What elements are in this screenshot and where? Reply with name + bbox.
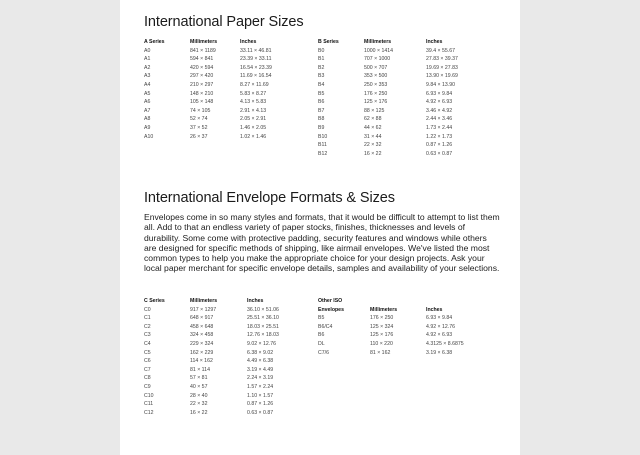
inches-cell: 0.63 × 0.87 <box>426 150 453 157</box>
size-name-cell: C6 <box>144 358 151 365</box>
size-name-cell: B0 <box>318 47 325 54</box>
millimeters-cell: 22 × 32 <box>190 401 208 408</box>
inches-cell: 11.69 × 16.54 <box>240 73 272 80</box>
table-row <box>144 400 307 409</box>
millimeters-cell: 324 × 458 <box>190 332 214 339</box>
table-header-line1 <box>318 297 486 306</box>
inches-cell: 19.69 × 27.83 <box>426 64 458 71</box>
inches-cell: 6.38 × 9.02 <box>247 349 274 356</box>
size-name-cell: DL <box>318 340 325 347</box>
millimeters-cell: 1000 × 1414 <box>364 47 393 54</box>
millimeters-cell: 40 × 57 <box>190 383 208 390</box>
table-row <box>144 409 307 418</box>
inches-cell: 1.73 × 2.44 <box>426 124 453 131</box>
size-name-cell: A9 <box>144 124 151 131</box>
col-header: Millimeters <box>190 39 218 45</box>
col-header: Inches <box>240 39 257 45</box>
millimeters-cell: 420 × 594 <box>190 64 214 71</box>
other-iso-table <box>318 297 486 357</box>
table-row <box>144 107 300 116</box>
millimeters-cell: 74 × 105 <box>190 107 211 114</box>
table-row <box>318 314 486 323</box>
size-name-cell: A6 <box>144 99 151 106</box>
size-name-cell: B12 <box>318 150 328 157</box>
table-row <box>318 115 486 124</box>
inches-cell: 1.57 × 2.24 <box>247 383 274 390</box>
inches-cell: 1.02 × 1.46 <box>240 133 267 140</box>
millimeters-cell: 52 × 74 <box>190 116 208 123</box>
millimeters-cell: 176 × 250 <box>364 90 388 97</box>
millimeters-cell: 176 × 250 <box>370 315 394 322</box>
inches-cell: 16.54 × 23.39 <box>240 64 272 71</box>
size-name-cell: B4 <box>318 81 325 88</box>
millimeters-cell: 105 × 148 <box>190 99 214 106</box>
inches-cell: 18.03 × 25.51 <box>247 323 279 330</box>
inches-cell: 4.92 × 12.76 <box>426 323 455 330</box>
size-name-cell: C12 <box>144 409 154 416</box>
inches-cell: 9.84 × 13.90 <box>426 81 455 88</box>
millimeters-cell: 210 × 297 <box>190 81 214 88</box>
inches-cell: 0.87 × 1.26 <box>426 142 453 149</box>
table-row <box>318 81 486 90</box>
table-row <box>318 141 486 150</box>
table-row <box>144 81 300 90</box>
size-name-cell: C9 <box>144 383 151 390</box>
size-name-cell: A3 <box>144 73 151 80</box>
inches-cell: 3.46 × 4.92 <box>426 107 453 114</box>
inches-cell: 27.83 × 39.37 <box>426 56 458 63</box>
c-series-table <box>144 297 307 417</box>
table-row <box>318 349 486 358</box>
col-header: Inches <box>426 39 443 45</box>
inches-cell: 4.92 × 6.93 <box>426 99 453 106</box>
table-header <box>318 306 486 315</box>
table-row <box>318 107 486 116</box>
inches-cell: 0.87 × 1.26 <box>247 401 274 408</box>
table-header <box>318 38 486 47</box>
table-row <box>144 331 307 340</box>
size-name-cell: A1 <box>144 56 151 63</box>
millimeters-cell: 162 × 229 <box>190 349 214 356</box>
size-name-cell: A5 <box>144 90 151 97</box>
inches-cell: 2.05 × 2.91 <box>240 116 267 123</box>
inches-cell: 4.13 × 5.83 <box>240 99 267 106</box>
millimeters-cell: 37 × 52 <box>190 124 208 131</box>
inches-cell: 5.83 × 8.27 <box>240 90 267 97</box>
inches-cell: 1.46 × 2.05 <box>240 124 267 131</box>
size-name-cell: B1 <box>318 56 325 63</box>
col-header: Other ISO <box>318 298 343 304</box>
table-row <box>144 357 307 366</box>
inches-cell: 4.92 × 6.93 <box>426 332 453 339</box>
size-name-cell: C7 <box>144 366 151 373</box>
size-name-cell: C4 <box>144 340 151 347</box>
b-series-table <box>318 38 486 158</box>
millimeters-cell: 648 × 917 <box>190 315 214 322</box>
size-name-cell: C1 <box>144 315 151 322</box>
table-row <box>144 55 300 64</box>
envelope-description: Envelopes come in so many styles and formats, that it would be difficult to attempt to list them all. Add to that an endless variety of paper stocks, finishes, thicknesses and levels of durability. Some come with protective padding, security features and windows while others are designed for specific methods of shipping, like airmail envelopes. We've listed the most common types to help you make the appropriate choice for your design projects. Ask your local paper merchant for specific envelope details, samples and availability of your selections. <box>144 212 500 274</box>
inches-cell: 6.93 × 9.84 <box>426 315 453 322</box>
col-header: Millimeters <box>364 39 392 45</box>
col-header: Millimeters <box>370 306 398 313</box>
millimeters-cell: 81 × 162 <box>370 349 391 356</box>
millimeters-cell: 297 × 420 <box>190 73 214 80</box>
size-name-cell: A7 <box>144 107 151 114</box>
table-row <box>318 340 486 349</box>
table-row <box>144 306 307 315</box>
table-row <box>144 340 307 349</box>
table-row <box>318 331 486 340</box>
inches-cell: 6.93 × 9.84 <box>426 90 453 97</box>
size-name-cell: B10 <box>318 133 328 140</box>
inches-cell: 4.49 × 6.38 <box>247 358 274 365</box>
size-name-cell: C3 <box>144 332 151 339</box>
col-header: A Series <box>144 39 165 45</box>
inches-cell: 2.91 × 4.13 <box>240 107 267 114</box>
inches-cell: 36.10 × 51.06 <box>247 306 279 313</box>
size-name-cell: B6/C4 <box>318 323 333 330</box>
millimeters-cell: 125 × 324 <box>370 323 394 330</box>
inches-cell: 8.27 × 11.69 <box>240 81 269 88</box>
inches-cell: 12.76 × 18.03 <box>247 332 279 339</box>
millimeters-cell: 148 × 210 <box>190 90 214 97</box>
col-header: Inches <box>247 298 264 304</box>
millimeters-cell: 28 × 40 <box>190 392 208 399</box>
millimeters-cell: 62 × 88 <box>364 116 382 123</box>
size-name-cell: C0 <box>144 306 151 313</box>
table-body <box>318 314 486 357</box>
table-row <box>318 47 486 56</box>
table-row <box>318 323 486 332</box>
inches-cell: 0.63 × 0.87 <box>247 409 274 416</box>
table-body <box>144 306 307 418</box>
table-row <box>144 72 300 81</box>
col-header: Envelopes <box>318 306 344 313</box>
inches-cell: 2.24 × 3.19 <box>247 375 274 382</box>
size-name-cell: B8 <box>318 116 325 123</box>
table-row <box>144 124 300 133</box>
size-name-cell: A2 <box>144 64 151 71</box>
millimeters-cell: 16 × 22 <box>364 150 382 157</box>
table-row <box>318 64 486 73</box>
size-name-cell: C11 <box>144 401 154 408</box>
document-page <box>120 0 520 455</box>
size-name-cell: B9 <box>318 124 325 131</box>
table-row <box>144 323 307 332</box>
millimeters-cell: 22 × 32 <box>364 142 382 149</box>
millimeters-cell: 125 × 176 <box>370 332 394 339</box>
inches-cell: 1.10 × 1.57 <box>247 392 274 399</box>
inches-cell: 2.44 × 3.46 <box>426 116 453 123</box>
size-name-cell: B6 <box>318 332 325 339</box>
col-header: Millimeters <box>190 298 218 304</box>
size-name-cell: A0 <box>144 47 151 54</box>
millimeters-cell: 707 × 1000 <box>364 56 391 63</box>
table-row <box>144 133 300 142</box>
inches-cell: 1.22 × 1.73 <box>426 133 453 140</box>
inches-cell: 13.90 × 19.69 <box>426 73 458 80</box>
millimeters-cell: 353 × 500 <box>364 73 388 80</box>
millimeters-cell: 16 × 22 <box>190 409 208 416</box>
table-row <box>144 374 307 383</box>
a-series-table <box>144 38 300 141</box>
col-header: Inches <box>426 306 443 313</box>
inches-cell: 39.4 × 55.67 <box>426 47 455 54</box>
col-header: C Series <box>144 298 165 304</box>
millimeters-cell: 44 × 62 <box>364 124 382 131</box>
size-name-cell: C5 <box>144 349 151 356</box>
millimeters-cell: 458 × 648 <box>190 323 214 330</box>
table-row <box>318 124 486 133</box>
size-name-cell: A10 <box>144 133 154 140</box>
size-name-cell: B5 <box>318 90 325 97</box>
table-row <box>144 366 307 375</box>
millimeters-cell: 26 × 37 <box>190 133 208 140</box>
millimeters-cell: 229 × 324 <box>190 340 214 347</box>
size-name-cell: C2 <box>144 323 151 330</box>
millimeters-cell: 125 × 176 <box>364 99 388 106</box>
millimeters-cell: 81 × 114 <box>190 366 210 373</box>
size-name-cell: C8 <box>144 375 151 382</box>
table-body <box>318 47 486 159</box>
millimeters-cell: 841 × 1189 <box>190 47 216 54</box>
table-header <box>144 38 300 47</box>
size-name-cell: B2 <box>318 64 325 71</box>
inches-cell: 3.19 × 4.49 <box>247 366 274 373</box>
table-row <box>144 64 300 73</box>
inches-cell: 23.39 × 33.11 <box>240 56 272 63</box>
table-header <box>144 297 307 306</box>
table-body <box>144 47 300 142</box>
table-row <box>144 98 300 107</box>
table-row <box>318 90 486 99</box>
inches-cell: 4.3125 × 8.6875 <box>426 340 464 347</box>
millimeters-cell: 114 × 162 <box>190 358 213 365</box>
table-row <box>318 150 486 159</box>
inches-cell: 9.02 × 12.76 <box>247 340 276 347</box>
millimeters-cell: 594 × 841 <box>190 56 214 63</box>
inches-cell: 3.19 × 6.38 <box>426 349 453 356</box>
inches-cell: 33.11 × 46.81 <box>240 47 272 54</box>
size-name-cell: B3 <box>318 73 325 80</box>
millimeters-cell: 250 × 353 <box>364 81 388 88</box>
size-name-cell: A4 <box>144 81 151 88</box>
envelope-formats-title: International Envelope Formats & Sizes <box>144 190 395 206</box>
size-name-cell: C10 <box>144 392 154 399</box>
millimeters-cell: 57 × 81 <box>190 375 208 382</box>
size-name-cell: C7/6 <box>318 349 329 356</box>
millimeters-cell: 31 × 44 <box>364 133 382 140</box>
size-name-cell: B7 <box>318 107 325 114</box>
table-row <box>144 349 307 358</box>
table-row <box>318 72 486 81</box>
table-row <box>144 314 307 323</box>
millimeters-cell: 88 × 125 <box>364 107 385 114</box>
table-row <box>144 47 300 56</box>
paper-sizes-title: International Paper Sizes <box>144 14 304 30</box>
millimeters-cell: 110 × 220 <box>370 340 393 347</box>
table-row <box>318 55 486 64</box>
size-name-cell: B11 <box>318 142 327 149</box>
table-row <box>144 383 307 392</box>
table-row <box>144 90 300 99</box>
col-header: B Series <box>318 39 339 45</box>
table-row <box>318 98 486 107</box>
size-name-cell: B5 <box>318 315 325 322</box>
inches-cell: 25.51 × 36.10 <box>247 315 279 322</box>
table-row <box>144 115 300 124</box>
millimeters-cell: 500 × 707 <box>364 64 388 71</box>
size-name-cell: B6 <box>318 99 325 106</box>
table-row <box>144 392 307 401</box>
size-name-cell: A8 <box>144 116 151 123</box>
table-row <box>318 133 486 142</box>
millimeters-cell: 917 × 1297 <box>190 306 217 313</box>
